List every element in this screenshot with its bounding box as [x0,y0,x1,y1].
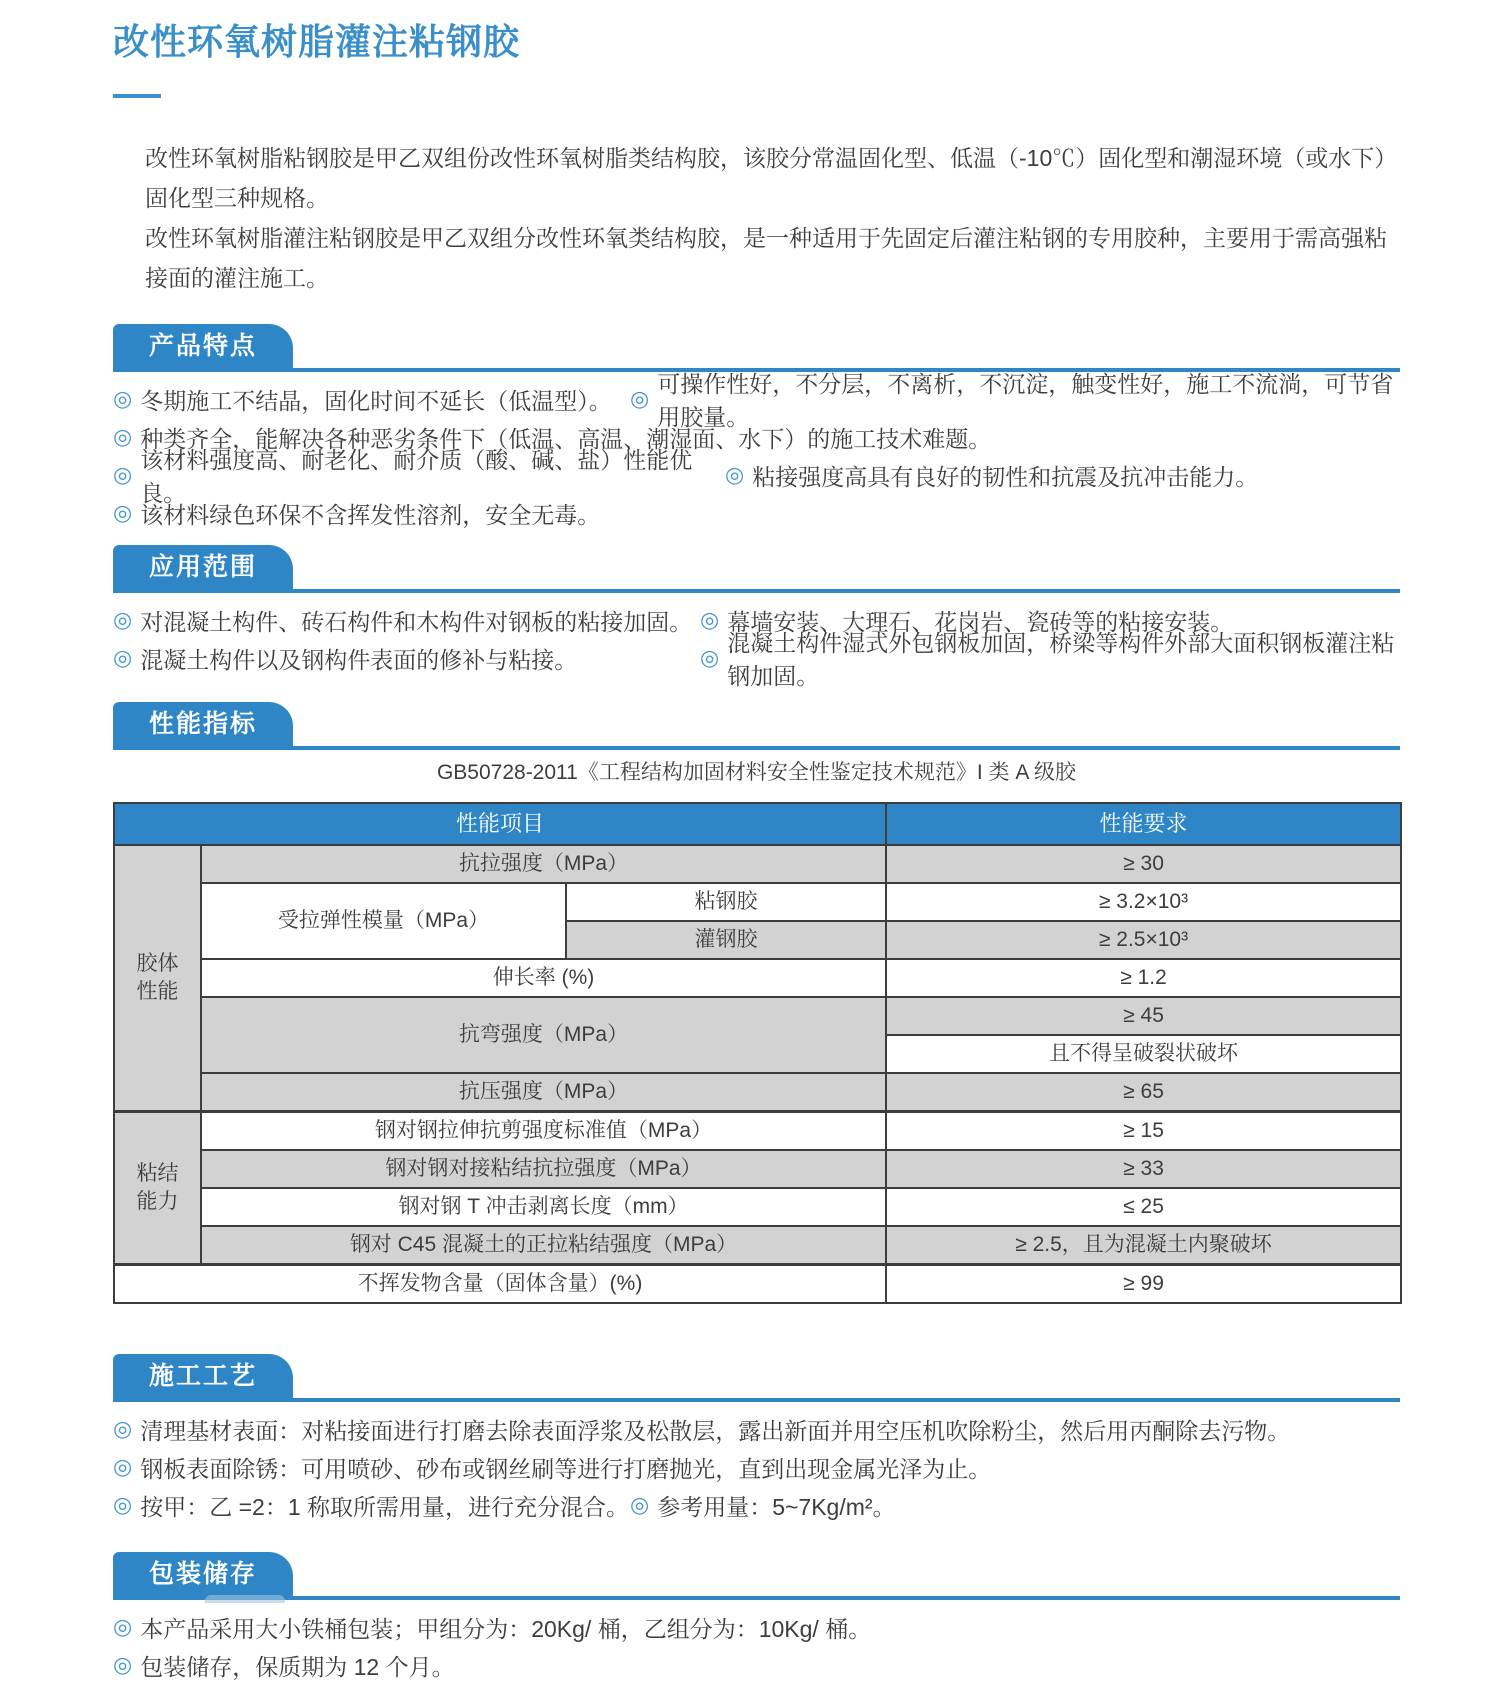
value-cell: ≤ 25 [886,1188,1401,1226]
bullet-icon: ◎ [630,386,650,411]
list-item [113,1410,1400,1448]
bullet-icon: ◎ [113,1492,133,1517]
property-cell: 抗弯强度（MPa） [201,997,886,1073]
table-row [114,1226,1401,1265]
bullet-icon: ◎ [113,462,133,487]
table-row [114,997,1401,1035]
application-text: 混凝土构件以及钢构件表面的修补与粘接。 [140,646,578,673]
value-cell: ≥ 15 [886,1112,1401,1151]
bullet-icon: ◎ [113,424,133,449]
feature-text: 冬期施工不结晶，固化时间不延长（低温型）。 [140,387,612,414]
table-row [114,1265,1401,1304]
footer-partial-graphic [205,1595,285,1603]
property-cell: 抗压强度（MPa） [201,1073,886,1112]
process-text: 参考用量：5~7Kg/m²。 [657,1493,896,1520]
bullet-icon: ◎ [725,462,745,487]
property-cell: 伸长率 (%) [201,959,886,997]
packaging-text: 包装储存，保质期为 12 个月。 [140,1653,455,1680]
section-tab-process: 施工工艺 [113,1354,293,1398]
property-cell: 钢对钢拉伸抗剪强度标准值（MPa） [201,1112,886,1151]
process-text: 钢板表面除锈：可用喷砂、砂布或钢丝刷等进行打磨抛光，直到出现金属光泽为止。 [140,1455,992,1482]
value-cell: ≥ 2.5×10³ [886,921,1401,959]
bullet-icon: ◎ [113,645,133,670]
table-caption: GB50728-2011《工程结构加固材料安全性鉴定技术规范》I 类 A 级胶 [436,761,1077,784]
value-cell: 且不得呈破裂状破坏 [886,1035,1401,1073]
section-tab-performance: 性能指标 [113,702,293,746]
section-head-process [113,1354,1400,1402]
application-text: 混凝土构件湿式外包钢板加固，桥梁等构件外部大面积钢板灌注粘钢加固。 [727,630,1395,689]
bullet-icon: ◎ [113,386,133,411]
bullet-icon: ◎ [113,1614,133,1639]
bullet-icon: ◎ [700,645,720,670]
table-row [114,883,1401,921]
list-item [113,630,1400,689]
sub-property-cell: 灌钢胶 [566,921,886,959]
bullet-icon: ◎ [113,1652,133,1677]
application-text: 幕墙安装、大理石、花岗岩、瓷砖等的粘接安装。 [727,608,1234,635]
property-cell: 抗拉强度（MPa） [201,845,886,883]
feature-text: 该材料强度高、耐老化、耐介质（酸、碱、盐）性能优良。 [140,447,693,506]
list-item [113,1646,1400,1684]
table-row [114,1112,1401,1151]
applications-list [113,601,1400,689]
group-cell-adhesive: 胶体性能 [114,845,201,1112]
list-item [113,494,1400,532]
value-cell: ≥ 45 [886,997,1401,1035]
property-cell: 受拉弹性模量（MPa） [201,883,566,959]
features-list [113,371,1400,532]
value-cell: ≥ 2.5，且为混凝土内聚破坏 [886,1226,1401,1265]
property-cell: 钢对钢对接粘结抗拉强度（MPa） [201,1150,886,1188]
list-item [113,1608,1400,1646]
section-tab-packaging: 包装储存 [113,1552,293,1596]
feature-text: 种类齐全，能解决各种恶劣条件下（低温、高温、潮湿面、水下）的施工技术难题。 [140,425,992,452]
packaging-text: 本产品采用大小铁桶包装；甲组分为：20Kg/ 桶，乙组分为：10Kg/ 桶。 [140,1615,872,1642]
bullet-icon: ◎ [630,1492,650,1517]
table-row [114,1150,1401,1188]
property-cell: 不挥发物含量（固体含量）(%) [114,1265,886,1304]
application-text: 对混凝土构件、砖石构件和木构件对钢板的粘接加固。 [140,608,693,635]
process-list [113,1410,1400,1524]
list-item [113,1486,1400,1524]
column-header-requirement: 性能要求 [886,803,1401,845]
list-item [113,447,1400,506]
value-cell: ≥ 3.2×10³ [886,883,1401,921]
performance-table [113,802,1402,1304]
sub-property-cell: 粘钢胶 [566,883,886,921]
section-tab-applications: 应用范围 [113,545,293,589]
table-row [114,1188,1401,1226]
feature-text: 该材料绿色环保不含挥发性溶剂，安全无毒。 [140,501,601,528]
column-header-project: 性能项目 [114,803,886,845]
list-item [113,1448,1400,1486]
intro-line-2: 改性环氧树脂灌注粘钢胶是甲乙双组分改性环氧类结构胶，是一种适用于先固定后灌注粘钢的专用胶种，主要用于需高强粘接面的灌注施工。 [145,225,1387,291]
value-cell: ≥ 30 [886,845,1401,883]
value-cell: ≥ 1.2 [886,959,1401,997]
bullet-icon: ◎ [700,607,720,632]
intro-line-1: 改性环氧树脂粘钢胶是甲乙双组份改性环氧树脂类结构胶，该胶分常温固化型、低温（-10℃）固化型和潮湿环境（或水下）固化型三种规格。 [145,145,1398,211]
section-head-applications [113,545,1400,593]
value-cell: ≥ 33 [886,1150,1401,1188]
page-title: 改性环氧树脂灌注粘钢胶 [113,21,521,62]
bullet-icon: ◎ [113,607,133,632]
value-cell: ≥ 99 [886,1265,1401,1304]
section-head-features [113,324,1400,372]
table-header-row [114,803,1401,845]
feature-text: 可操作性好，不分层，不离析，不沉淀，触变性好，施工不流淌，可节省用胶量。 [657,371,1394,430]
table-row [114,959,1401,997]
section-head-performance [113,702,1400,750]
table-row [114,845,1401,883]
bullet-icon: ◎ [113,1416,133,1441]
property-cell: 钢对钢 T 冲击剥离长度（mm） [201,1188,886,1226]
bullet-icon: ◎ [113,500,133,525]
packaging-list [113,1608,1400,1684]
bullet-icon: ◎ [113,1454,133,1479]
process-text: 按甲：乙 =2：1 称取所需用量，进行充分混合。 [140,1493,629,1520]
intro-paragraphs [113,138,1400,298]
value-cell: ≥ 65 [886,1073,1401,1112]
title-underline [113,94,161,98]
section-head-packaging [113,1552,1400,1600]
feature-text: 粘接强度高具有良好的韧性和抗震及抗冲击能力。 [752,463,1259,490]
property-cell: 钢对 C45 混凝土的正拉粘结强度（MPa） [201,1226,886,1265]
list-item [113,371,1400,430]
section-tab-features: 产品特点 [113,324,293,368]
process-text: 清理基材表面：对粘接面进行打磨去除表面浮浆及松散层，露出新面并用空压机吹除粉尘，然后用丙酮除去污物。 [140,1417,1291,1444]
group-cell-bonding: 粘结能力 [114,1112,201,1265]
table-row [114,1073,1401,1112]
